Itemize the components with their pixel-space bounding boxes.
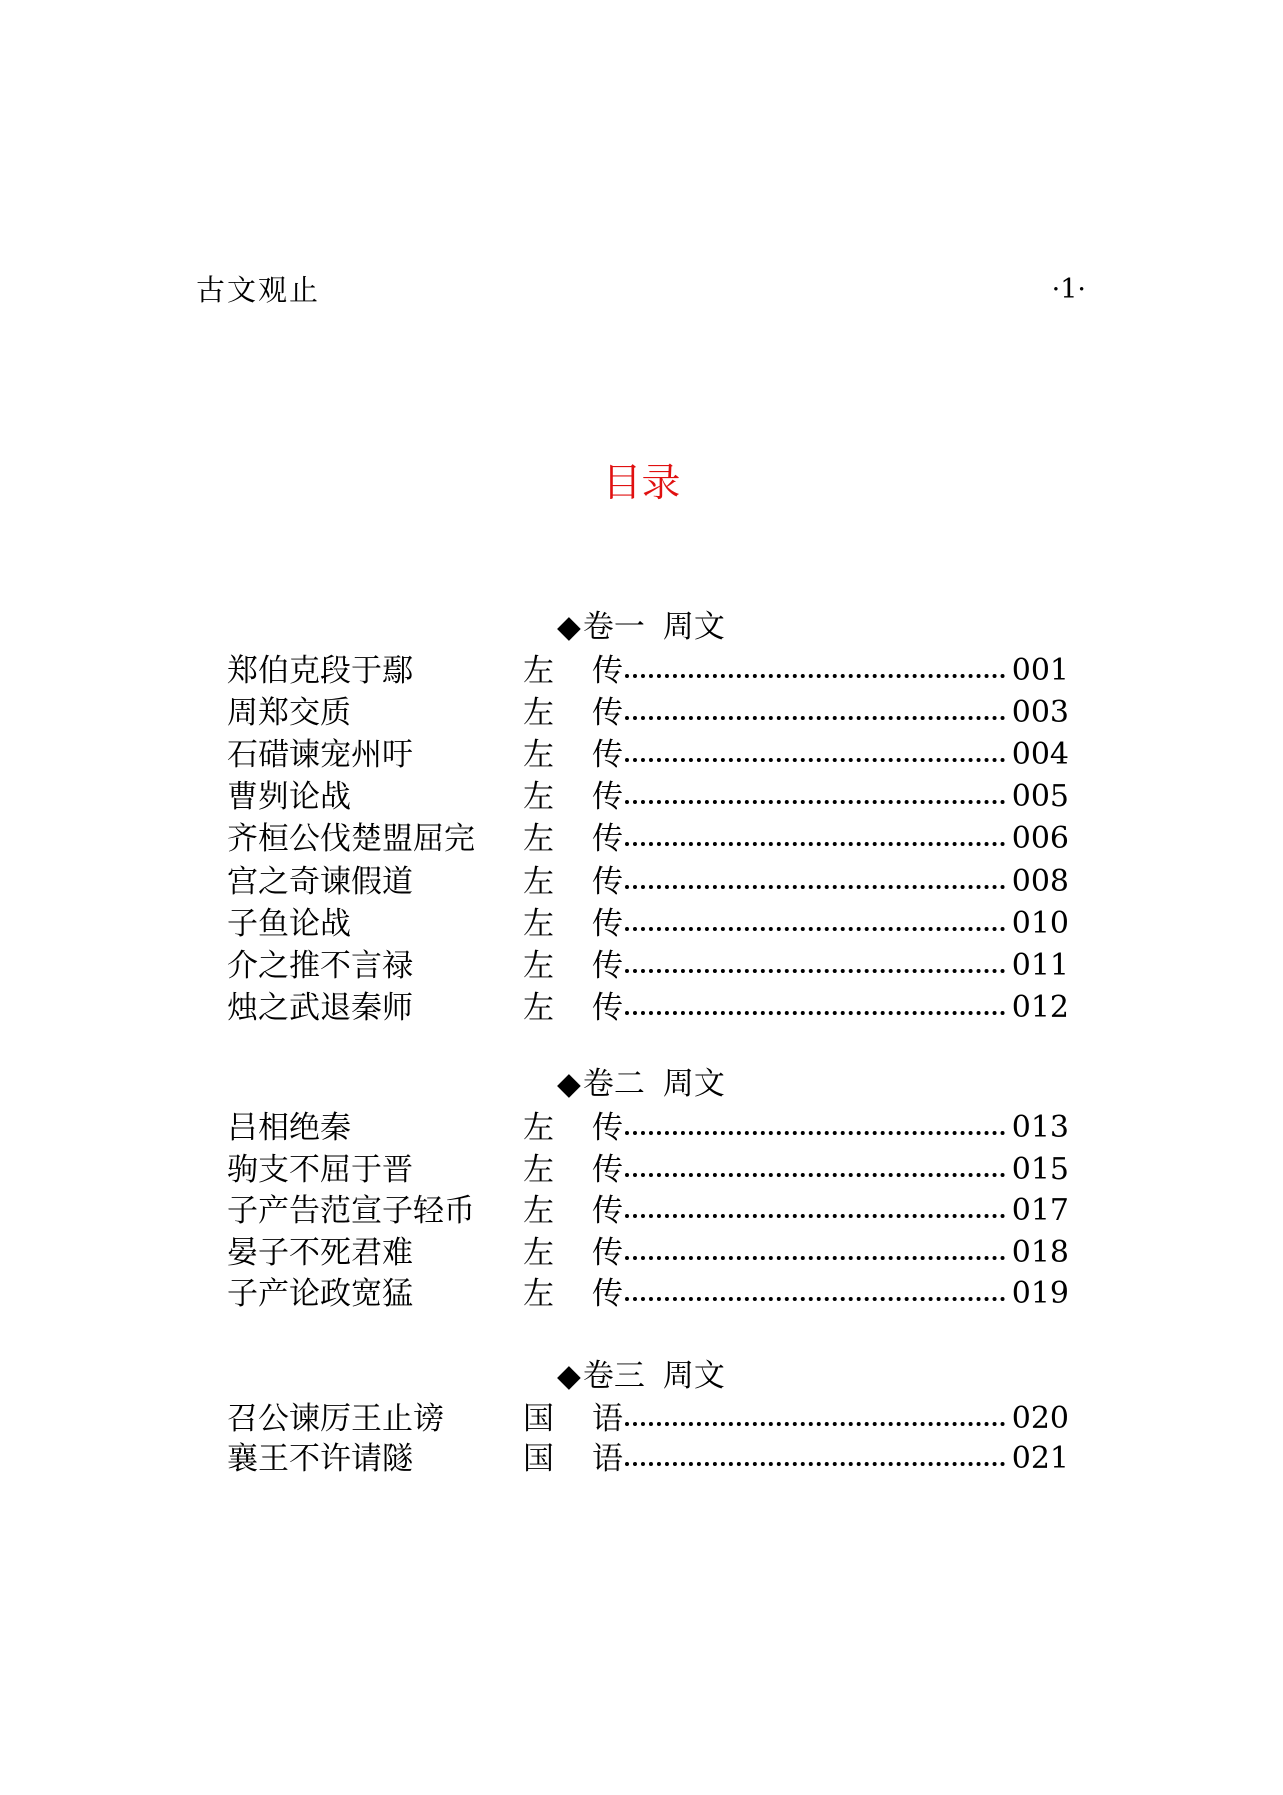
entry-source <box>523 1149 623 1191</box>
entry-title: 驹支不屈于晋 <box>227 1152 413 1188</box>
entry-page-number: 020 <box>1011 1401 1069 1436</box>
entry-source <box>523 692 623 734</box>
entry-source-char: 传 <box>592 1110 623 1146</box>
volume-name: 卷三 <box>582 1358 645 1394</box>
entry-source-char: 左 <box>523 1193 554 1229</box>
entry-source-char: 左 <box>523 1235 554 1271</box>
entry-title: 烛之武退秦师 <box>227 990 413 1026</box>
entry-source-char: 语 <box>592 1401 623 1437</box>
dot-leader <box>623 776 1007 818</box>
entry-title: 子产告范宣子轻币 <box>227 1193 475 1229</box>
toc-entry[interactable] <box>227 818 1069 860</box>
volume-dynasty: 周文 <box>662 609 725 645</box>
entry-title: 召公谏厉王止谤 <box>227 1401 444 1437</box>
entry-page-number: 015 <box>1011 1152 1069 1187</box>
toc-entry[interactable] <box>227 1149 1069 1191</box>
dot-leader <box>623 945 1007 987</box>
entry-source-char: 传 <box>592 864 623 900</box>
book-title: 古文观止 <box>196 273 321 307</box>
toc-entry[interactable] <box>227 1438 1069 1480</box>
dot-leader <box>623 1438 1007 1480</box>
entry-source <box>523 1232 623 1274</box>
entry-source <box>523 861 623 903</box>
entry-source-char: 左 <box>523 948 554 984</box>
dot-leader <box>623 903 1007 945</box>
entry-source <box>523 1190 623 1232</box>
entry-page-number: 001 <box>1011 653 1069 688</box>
dot-leader <box>623 1232 1007 1274</box>
entry-source <box>523 650 623 692</box>
entry-source <box>523 945 623 987</box>
dot-leader <box>623 861 1007 903</box>
entry-source-char: 国 <box>523 1401 554 1437</box>
toc-entry[interactable] <box>227 1232 1069 1274</box>
entry-page-number: 004 <box>1011 737 1069 772</box>
page-number: ·1· <box>1051 274 1086 305</box>
entry-page-number: 019 <box>1011 1276 1069 1311</box>
entry-source <box>523 776 623 818</box>
entry-title: 襄王不许请隧 <box>227 1441 413 1477</box>
entry-source-char: 传 <box>592 1276 623 1312</box>
entry-source <box>523 903 623 945</box>
entry-page-number: 017 <box>1011 1193 1069 1228</box>
entry-source-char: 传 <box>592 1193 623 1229</box>
entry-source <box>523 1398 623 1440</box>
dot-leader <box>623 1273 1007 1315</box>
diamond-bullet-icon: ◆ <box>557 609 581 645</box>
entry-title: 晏子不死君难 <box>227 1235 413 1271</box>
entry-source <box>523 734 623 776</box>
entry-page-number: 012 <box>1011 990 1069 1025</box>
toc-entry[interactable] <box>227 1273 1069 1315</box>
diamond-bullet-icon: ◆ <box>557 1066 581 1102</box>
dot-leader <box>623 1149 1007 1191</box>
entry-page-number: 005 <box>1011 779 1069 814</box>
entry-page-number: 021 <box>1011 1441 1069 1476</box>
toc-entry[interactable] <box>227 903 1069 945</box>
toc-entry[interactable] <box>227 1398 1069 1440</box>
toc-entry[interactable] <box>227 945 1069 987</box>
entry-title: 郑伯克段于鄢 <box>227 653 413 689</box>
entry-source-char: 左 <box>523 779 554 815</box>
entry-source-char: 左 <box>523 864 554 900</box>
entry-source-char: 左 <box>523 1110 554 1146</box>
entry-source-char: 国 <box>523 1441 554 1477</box>
toc-entry[interactable] <box>227 1190 1069 1232</box>
volume-heading <box>557 606 725 648</box>
entry-source-char: 语 <box>592 1441 623 1477</box>
entry-source <box>523 818 623 860</box>
dot-leader <box>623 1190 1007 1232</box>
entry-source-char: 传 <box>592 653 623 689</box>
entry-title: 齐桓公伐楚盟屈完 <box>227 821 475 857</box>
toc-entry[interactable] <box>227 776 1069 818</box>
entry-page-number: 013 <box>1011 1110 1069 1145</box>
entry-title: 石碏谏宠州吁 <box>227 737 413 773</box>
entry-title: 宫之奇谏假道 <box>227 864 413 900</box>
entry-page-number: 010 <box>1011 906 1069 941</box>
entry-source-char: 传 <box>592 779 623 815</box>
entry-source-char: 左 <box>523 737 554 773</box>
entry-page-number: 018 <box>1011 1235 1069 1270</box>
volume-name: 卷一 <box>582 609 645 645</box>
entry-source-char: 左 <box>523 653 554 689</box>
toc-entry[interactable] <box>227 650 1069 692</box>
entry-title: 介之推不言禄 <box>227 948 413 984</box>
dot-leader <box>623 987 1007 1029</box>
volume-heading <box>557 1355 725 1397</box>
diamond-bullet-icon: ◆ <box>557 1358 581 1394</box>
entry-source-char: 传 <box>592 695 623 731</box>
entry-source-char: 传 <box>592 1152 623 1188</box>
entry-source-char: 左 <box>523 1276 554 1312</box>
entry-title: 吕相绝秦 <box>227 1110 351 1146</box>
entry-source <box>523 1273 623 1315</box>
dot-leader <box>623 692 1007 734</box>
toc-entry[interactable] <box>227 692 1069 734</box>
toc-entry[interactable] <box>227 1107 1069 1149</box>
entry-page-number: 011 <box>1011 948 1069 983</box>
toc-title: 目录 <box>602 461 681 506</box>
entry-source <box>523 1438 623 1480</box>
entry-source-char: 左 <box>523 990 554 1026</box>
dot-leader <box>623 1107 1007 1149</box>
toc-entry[interactable] <box>227 734 1069 776</box>
toc-entry[interactable] <box>227 987 1069 1029</box>
entry-page-number: 008 <box>1011 864 1069 899</box>
volume-name: 卷二 <box>582 1066 645 1102</box>
entry-source-char: 左 <box>523 821 554 857</box>
volume-dynasty: 周文 <box>662 1358 725 1394</box>
dot-leader <box>623 734 1007 776</box>
dot-leader <box>623 818 1007 860</box>
entry-source-char: 传 <box>592 990 623 1026</box>
dot-leader <box>623 1398 1007 1440</box>
entry-source-char: 传 <box>592 821 623 857</box>
entry-source-char: 传 <box>592 906 623 942</box>
entry-page-number: 003 <box>1011 695 1069 730</box>
entry-source-char: 传 <box>592 737 623 773</box>
entry-title: 子鱼论战 <box>227 906 351 942</box>
volume-dynasty: 周文 <box>662 1066 725 1102</box>
entry-page-number: 006 <box>1011 821 1069 856</box>
entry-source-char: 左 <box>523 695 554 731</box>
entry-source <box>523 987 623 1029</box>
entry-source <box>523 1107 623 1149</box>
volume-heading <box>557 1063 725 1105</box>
entry-title: 子产论政宽猛 <box>227 1276 413 1312</box>
dot-leader <box>623 650 1007 692</box>
entry-source-char: 左 <box>523 906 554 942</box>
entry-source-char: 左 <box>523 1152 554 1188</box>
entry-title: 周郑交质 <box>227 695 351 731</box>
entry-title: 曹刿论战 <box>227 779 351 815</box>
entry-source-char: 传 <box>592 948 623 984</box>
toc-entry[interactable] <box>227 861 1069 903</box>
entry-source-char: 传 <box>592 1235 623 1271</box>
